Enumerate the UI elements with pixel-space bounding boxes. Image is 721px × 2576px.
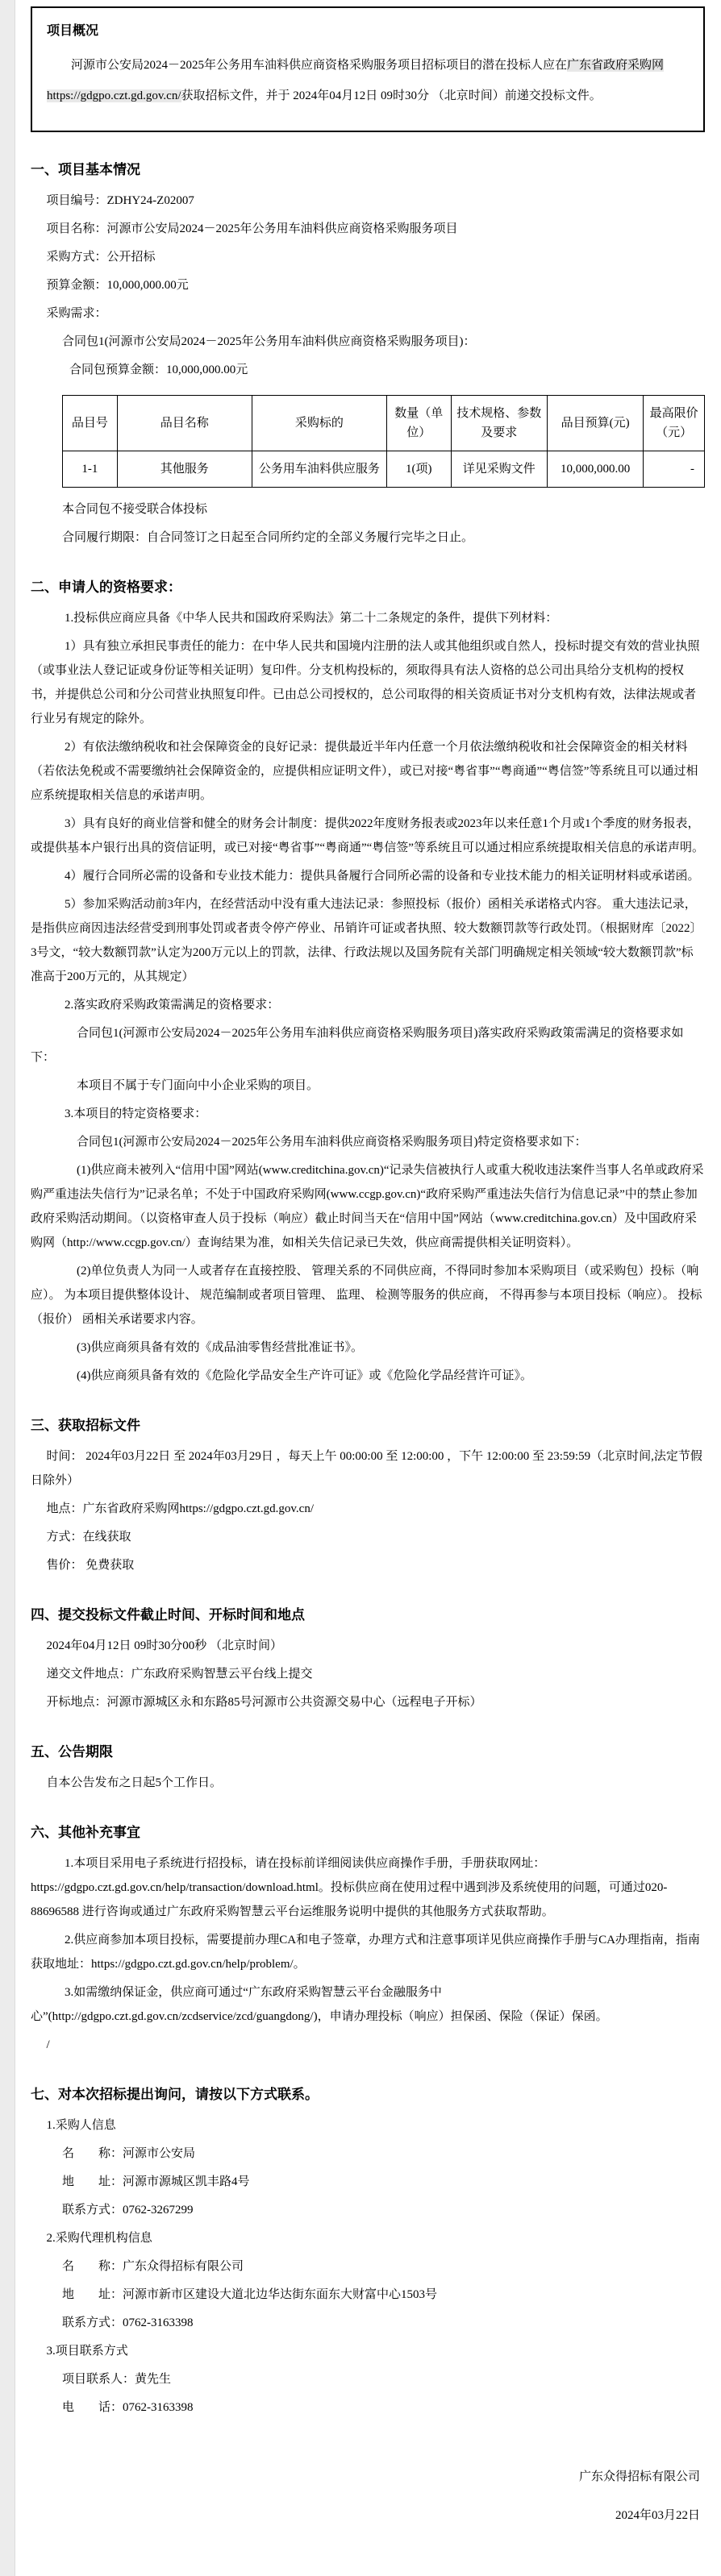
section-heading: 三、获取招标文件 [31,1418,140,1433]
doc-line: 采购方式：公开招标 [46,251,156,264]
doc-line: 预算金额：10,000,000.00元 [46,279,189,292]
doc-line: 地点：广东省政府采购网https://gdgpo.czt.gd.gov.cn/ [46,1502,315,1515]
doc-line: 合同包1(河源市公安局2024－2025年公务用车油料供应商资格采购服务项目)落实政府采购政策需满足的资格要求如下： [31,1027,684,1064]
procurement-site-url: https://gdgpo.czt.gd.gov.cn/ [47,89,181,102]
doc-line: 本合同包不接受联合体投标 [62,503,208,516]
table-cell: 公务用车油料供应服务 [252,451,386,488]
section-basic-info [31,160,705,550]
doc-line: 2.落实政府采购政策需满足的资格要求： [65,999,280,1012]
table-row [63,451,705,488]
section-lines [31,1444,705,1577]
signature-company: 广东众得招标有限公司 [578,2470,700,2483]
section-lines [31,1771,705,1795]
document-body [15,0,721,2576]
overview-text-post: 获取招标文件，并于 2024年04月12日 09时30分 （北京时间）前递交投标文件。 [181,89,602,102]
doc-line: 2）有依法缴纳税收和社会保障资金的良好记录：提供最近半年内任意一个月依法缴纳税收和社会保障资金的相关材料（若依法免税或不需要缴纳社会保障资金的，应提供相应证明文件），或已对接“粤省事”“粤商通”“粤信签”等系统且可以通过相应系统提取相关信息的承诺声明。 [31,741,698,802]
table-cell: 10,000,000.00 [547,451,643,488]
doc-line: 名 称：广东众得招标有限公司 [62,2260,244,2273]
section-obtain-documents [31,1415,705,1577]
section-lines [31,2113,705,2420]
doc-line: / [46,2038,50,2051]
doc-line: 1.采购人信息 [46,2119,116,2132]
doc-line: 开标地点：河源市源城区永和东路85号河源市公共资源交易中心（远程电子开标） [46,1696,482,1709]
doc-line: 1.投标供应商应具备《中华人民共和国政府采购法》第二十二条规定的条件，提供下列材料： [65,612,558,625]
section-contact-info [31,2084,705,2420]
doc-line: 项目编号：ZDHY24-Z02007 [46,194,194,207]
doc-line: 采购需求： [46,307,107,320]
doc-line: 1）具有独立承担民事责任的能力：在中华人民共和国境内注册的法人或其他组织或自然人，投标时提交有效的营业执照（或事业法人登记证或身份证等相关证明）复印件。分支机构投标的，须取得具有法人资格的总公司出具给分支机构的授权书，并提供总公司和分公司营业执照复印件。已由总公司授权的，总公司取得的相关资质证书对分支机构有效，法律法规或者行业另有规定的除外。 [31,640,700,725]
doc-line: 售价： 免费获取 [46,1559,135,1572]
section-lines [31,189,705,382]
table-header-row [63,396,705,451]
doc-line: (1)供应商未被列入“信用中国”网站(www.creditchina.gov.cn)“记录失信被执行人或重大税收违法案件当事人名单或政府采购严重违法失信行为”记录名单；不处于中国政府采购网(www.ccgp.gov.cn)“政府采购严重违法失信行为信息记录”中的禁止参加政府采购活动期间。（以资格审查人员于投标（响应）截止时间当天在“信用中国”网站（www.creditchina.gov.cn）及中国政府采购网（http://www.ccgp.gov.cn/）查询结果为准，如相关失信记录已失效，供应商需提供相关证明资料）。 [31,1164,704,1249]
doc-line: 3.本项目的特定资格要求： [65,1107,207,1120]
table-header-cell: 品目预算(元) [547,396,643,451]
doc-line: 方式：在线获取 [46,1531,131,1544]
doc-line: 本项目不属于专门面向中小企业采购的项目。 [77,1079,319,1092]
section-lines [31,1851,705,2057]
overview-title: 项目概况 [47,24,99,38]
doc-line: 项目联系人：黄先生 [62,2373,172,2386]
doc-line: 2.采购代理机构信息 [46,2232,152,2245]
section-announcement-period [31,1742,705,1795]
table-header-cell: 技术规格、参数及要求 [451,396,547,451]
overview-paragraph [47,50,689,111]
doc-line: 3.项目联系方式 [46,2345,128,2358]
signature-date: 2024年03月22日 [615,2509,700,2522]
table-header-cell: 采购标的 [252,396,386,451]
section-lines [31,606,705,1388]
table-header-cell: 品目号 [63,396,118,451]
doc-line: (4)供应商须具备有效的《危险化学品安全生产许可证》或《危险化学品经营许可证》。 [77,1369,532,1382]
section-qualification-requirements [31,577,705,1388]
doc-line: 合同包预算金额：10,000,000.00元 [69,364,248,376]
doc-line: 自本公告发布之日起5个工作日。 [46,1776,223,1789]
doc-line: 合同包1(河源市公安局2024－2025年公务用车油料供应商资格采购服务项目)特定资格要求如下： [77,1136,587,1149]
doc-line: (2)单位负责人为同一人或者存在直接控股、 管理关系的不同供应商，不得同时参加本采购项目（或采购包）投标（响应）。 为本项目提供整体设计、 规范编制或者项目管理、 监理、 检测等服务的供应商， 不得再参与本项目投标（响应）。 投标（报价） 函相关承诺要求内容。 [31,1265,702,1326]
doc-line: 1.本项目采用电子系统进行招投标，请在投标前详细阅读供应商操作手册，手册获取网址：https://gdgpo.czt.gd.gov.cn/help/transaction/download.html。投标供应商在使用过程中遇到涉及系统使用的问题，可通过020-88696588 进行咨询或通过广东政府采购智慧云平台运维服务说明中提供的其他服务方式获取帮助。 [31,1857,668,1918]
table-cell: 1-1 [63,451,118,488]
table-header-cell: 品目名称 [117,396,252,451]
page-gutter [0,0,15,2576]
overview-text-pre: 河源市公安局2024－2025年公务用车油料供应商资格采购服务项目招标项目的潜在投标人应在 [71,59,568,72]
signature-block [31,2465,705,2528]
section-heading: 四、提交投标文件截止时间、开标时间和地点 [31,1607,305,1622]
section-supplementary-matters [31,1822,705,2057]
table-header-cell: 最高限价（元） [644,396,705,451]
section-lines [31,1634,705,1714]
doc-line: (3)供应商须具备有效的《成品油零售经营批准证书》。 [77,1341,363,1354]
section-heading: 五、公告期限 [31,1744,113,1760]
section-heading: 七、对本次招标提出询问，请按以下方式联系。 [31,2087,319,2102]
doc-line: 3.如需缴纳保证金，供应商可通过“广东政府采购智慧云平台金融服务中心”(http://gdgpo.czt.gd.gov.cn/zcdservice/zcd/guangdong/)，申请办理投标（响应）担保函、保险（保证）保函。 [31,1986,608,2023]
project-overview-box [31,6,705,132]
doc-line: 2.供应商参加本项目投标，需要提前办理CA和电子签章，办理方式和注意事项详见供应商操作手册与CA办理指南，指南获取地址：https://gdgpo.czt.gd.gov.cn/help/problem/。 [31,1934,700,1971]
table-cell: 详见采购文件 [451,451,547,488]
section-lines [31,497,705,550]
section-heading: 六、其他补充事宜 [31,1825,140,1840]
doc-line: 4）履行合同所必需的设备和专业技术能力：提供具备履行合同所必需的设备和专业技术能力的相关证明材料或承诺函。 [65,870,700,883]
doc-line: 项目名称：河源市公安局2024－2025年公务用车油料供应商资格采购服务项目 [46,222,458,235]
procurement-site-name: 广东省政府采购网 [567,59,665,72]
doc-line: 递交文件地点：广东政府采购智慧云平台线上提交 [46,1668,313,1681]
doc-line: 合同履行期限：自合同签订之日起至合同所约定的全部义务履行完毕之日止。 [62,531,474,544]
section-heading: 二、申请人的资格要求： [31,580,181,595]
table-cell: 1(项) [386,451,451,488]
doc-line: 时间： 2024年03月22日 至 2024年03月29日 ，每天上午 00:00:00 至 12:00:00 ，下午 12:00:00 至 23:59:59（北京时间,法定节假日除外） [31,1450,702,1487]
doc-line: 联系方式：0762-3267299 [62,2204,194,2217]
table-cell: - [644,451,705,488]
doc-line: 地 址：河源市源城区凯丰路4号 [62,2175,250,2188]
doc-line: 名 称：河源市公安局 [62,2147,196,2160]
table-cell: 其他服务 [117,451,252,488]
doc-line: 合同包1(河源市公安局2024－2025年公务用车油料供应商资格采购服务项目)： [62,335,476,348]
doc-line: 3）具有良好的商业信誉和健全的财务会计制度：提供2022年度财务报表或2023年以来任意1个月或1个季度的财务报表，或提供基本户银行出具的资信证明，或已对接“粤省事”“粤商通”“粤信签”等系统且可以通过相应系统提取相关信息的承诺声明。 [31,817,704,854]
doc-line: 地 址：河源市新市区建设大道北边华达街东面东大财富中心1503号 [62,2288,438,2301]
section-deadline-and-opening [31,1605,705,1714]
doc-line: 5）参加采购活动前3年内，在经营活动中没有重大违法记录：参照投标（报价）函相关承诺格式内容。 重大违法记录，是指供应商因违法经营受到刑事处罚或者责令停产停业、吊销许可证或者执照、较大数额罚款等行政处罚。（根据财库〔2022〕3号文，“较大数额罚款”认定为200万元以上的罚款，法律、行政法规以及国务院有关部门明确规定相关领域“较大数额罚款”标准高于200万元的，从其规定） [31,898,702,983]
doc-line: 电 话：0762-3163398 [62,2401,194,2414]
doc-line: 2024年04月12日 09时30分00秒 （北京时间） [46,1639,283,1652]
table-header-cell: 数量（单位） [386,396,451,451]
section-heading: 一、项目基本情况 [31,162,140,177]
procurement-items-table [62,395,705,488]
doc-line: 联系方式：0762-3163398 [62,2316,194,2329]
